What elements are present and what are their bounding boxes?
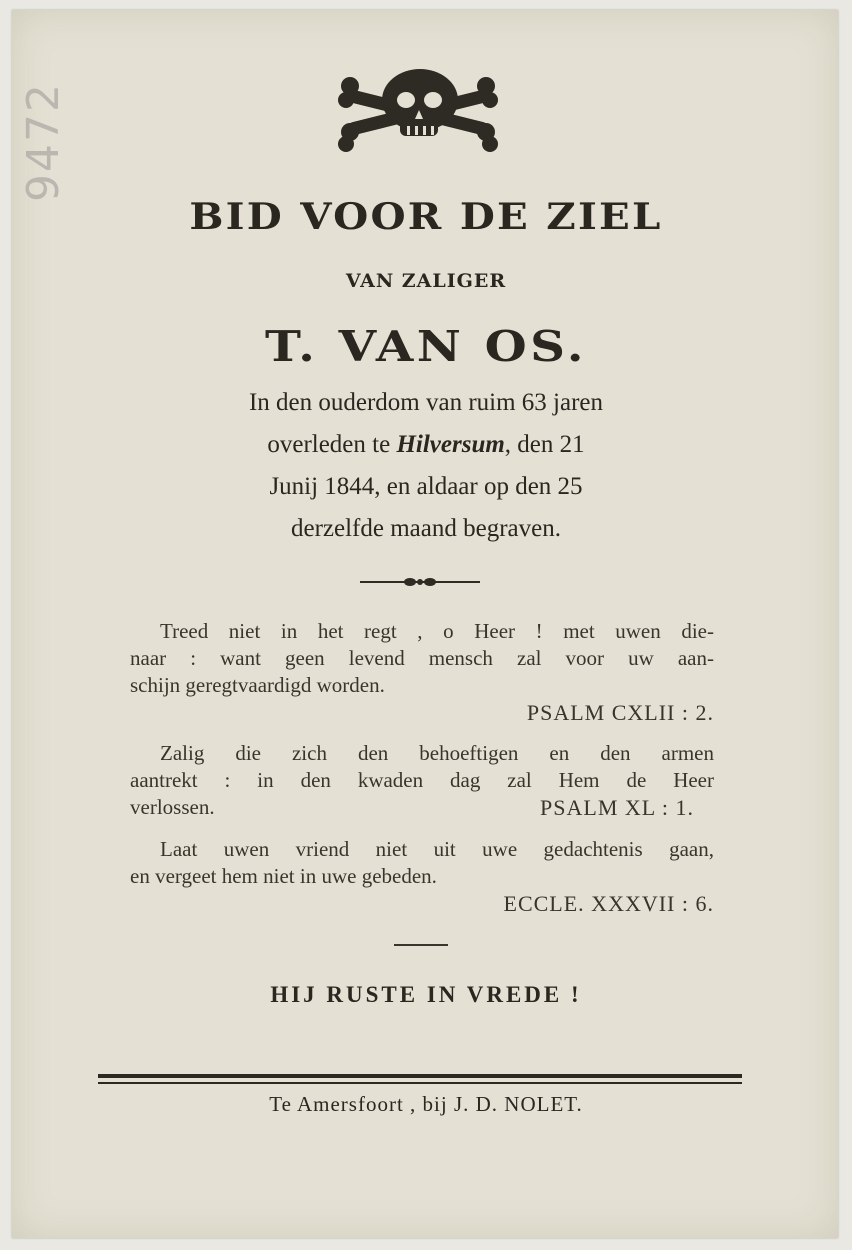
verse-3	[130, 836, 714, 917]
heading: BID VOOR DE ZIEL	[189, 196, 663, 238]
verse-line-row	[130, 794, 714, 821]
bio-line: derzelfde maand begraven.	[291, 515, 561, 542]
double-rule-top	[98, 1074, 742, 1078]
biography	[0, 382, 852, 550]
verse-line: Treed niet in het regt , o Heer ! met uwen die-	[160, 619, 714, 643]
verse-reference: ECCLE. XXXVII : 6.	[503, 891, 714, 916]
skull-crossbones-icon	[336, 66, 500, 158]
verse-2	[130, 740, 714, 821]
ornament-divider	[360, 575, 480, 589]
closing-line: HIJ RUSTE IN VREDE !	[270, 982, 582, 1007]
bio-line: In den ouderdom van ruim 63 jaren	[248, 389, 604, 416]
subheading: VAN ZALIGER	[345, 270, 507, 292]
verse-line: schijn geregtvaardigd worden.	[130, 673, 385, 697]
printer-imprint: Te Amersfoort , bij J. D. NOLET.	[269, 1092, 583, 1116]
verse-reference: PSALM CXLII : 2.	[526, 700, 714, 725]
short-divider	[394, 944, 448, 946]
verse-line: naar : want geen levend mensch zal voor uw aan-	[130, 646, 714, 670]
pencil-note: 9472	[18, 82, 69, 202]
verse-line: en vergeet hem niet in uwe gebeden.	[130, 864, 437, 888]
verse-1	[130, 618, 714, 726]
deceased-name: T. VAN OS.	[264, 322, 588, 371]
verse-line: aantrekt : in den kwaden dag zal Hem de Heer	[130, 768, 714, 792]
place-name: Hilversum	[396, 431, 505, 458]
double-rule-bottom	[98, 1082, 742, 1084]
bio-line: Junij 1844, en aldaar op den 25	[269, 473, 583, 500]
verse-line: Zalig die zich den behoeftigen en den armen	[160, 741, 714, 765]
bio-line: overleden te Hilversum, den 21	[267, 431, 585, 458]
verse-reference: PSALM XL : 1.	[540, 795, 694, 820]
verse-line: verlossen.	[130, 795, 215, 819]
verse-line: Laat uwen vriend niet uit uwe gedachtenis gaan,	[160, 837, 714, 861]
